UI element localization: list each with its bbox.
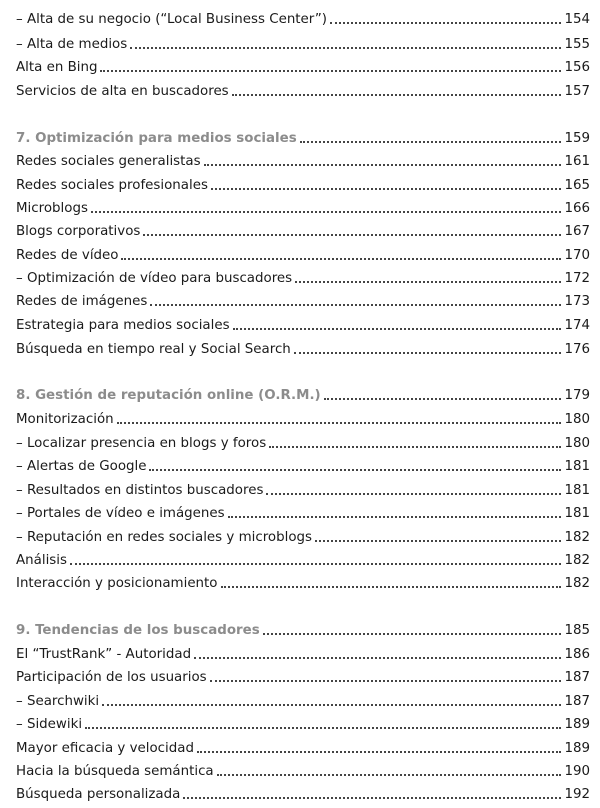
dot-leader bbox=[324, 398, 562, 400]
dot-leader bbox=[143, 234, 561, 236]
dot-leader bbox=[100, 70, 561, 72]
toc-entry-row bbox=[16, 547, 590, 569]
dot-leader bbox=[221, 586, 562, 588]
page-number: 182 bbox=[564, 576, 590, 591]
toc-chapter-row bbox=[16, 382, 590, 404]
dot-leader bbox=[211, 188, 562, 190]
dot-leader bbox=[121, 258, 561, 260]
entry-title: Blogs corporativos bbox=[16, 224, 141, 239]
dot-leader bbox=[300, 141, 562, 143]
toc-entry-row bbox=[16, 218, 590, 240]
page-number: 182 bbox=[564, 553, 590, 568]
page-number: 159 bbox=[564, 131, 590, 146]
page-number: 165 bbox=[564, 178, 590, 193]
page-number: 180 bbox=[564, 436, 590, 451]
entry-title: Monitorización bbox=[16, 412, 114, 427]
entry-title: El “TrustRank” - Autoridad bbox=[16, 647, 192, 662]
toc-entry-row bbox=[16, 336, 590, 358]
entry-title: Microblogs bbox=[16, 201, 88, 216]
page-number: 187 bbox=[564, 670, 590, 685]
dot-leader bbox=[330, 22, 561, 24]
page-number: 190 bbox=[564, 764, 590, 779]
entry-title: – Portales de vídeo e imágenes bbox=[16, 506, 225, 521]
entry-title: Redes sociales profesionales bbox=[16, 178, 208, 193]
toc-entry-row bbox=[16, 781, 590, 803]
toc-entry-row bbox=[16, 148, 590, 170]
entry-title: Análisis bbox=[16, 553, 67, 568]
dot-leader bbox=[232, 94, 562, 96]
dot-leader bbox=[183, 797, 561, 799]
page-number: 182 bbox=[564, 530, 590, 545]
page-number: 154 bbox=[564, 12, 590, 27]
entry-title: Hacia la búsqueda semántica bbox=[16, 764, 214, 779]
dot-leader bbox=[70, 563, 561, 565]
page-number: 173 bbox=[564, 294, 590, 309]
page-number: 181 bbox=[564, 483, 590, 498]
toc-entry-row bbox=[16, 288, 590, 310]
entry-title: Alta en Bing bbox=[16, 60, 98, 75]
dot-leader bbox=[217, 774, 562, 776]
page-number: 174 bbox=[564, 318, 590, 333]
page-number: 181 bbox=[564, 506, 590, 521]
toc-entry-row bbox=[16, 711, 590, 733]
entry-title: – Alertas de Google bbox=[16, 459, 147, 474]
entry-title: Mayor eficacia y velocidad bbox=[16, 741, 194, 756]
entry-title: – Optimización de vídeo para buscadores bbox=[16, 271, 293, 286]
toc-entry-row bbox=[16, 453, 590, 475]
toc-entry-row bbox=[16, 195, 590, 217]
dot-leader bbox=[149, 469, 561, 471]
toc-entry-row bbox=[16, 31, 590, 53]
page-number: 161 bbox=[564, 154, 590, 169]
dot-leader bbox=[204, 164, 562, 166]
entry-title: Participación de los usuarios bbox=[16, 670, 207, 685]
toc-entry-row bbox=[16, 664, 590, 686]
entry-title: – Alta de medios bbox=[16, 37, 128, 52]
toc-entry-row bbox=[16, 524, 590, 546]
dot-leader bbox=[150, 304, 561, 306]
page-number: 181 bbox=[564, 459, 590, 474]
toc-entry-row bbox=[16, 735, 590, 757]
dot-leader bbox=[266, 493, 561, 495]
dot-leader bbox=[228, 516, 562, 518]
page-number: 176 bbox=[564, 342, 590, 357]
page-number: 180 bbox=[564, 412, 590, 427]
entry-title: Interacción y posicionamiento bbox=[16, 576, 218, 591]
toc-entry-row bbox=[16, 78, 590, 100]
dot-leader bbox=[263, 633, 562, 635]
chapter-title: 9. Tendencias de los buscadores bbox=[16, 623, 260, 638]
entry-title: Búsqueda personalizada bbox=[16, 787, 181, 802]
page-number: 172 bbox=[564, 271, 590, 286]
chapter-title: 8. Gestión de reputación online (O.R.M.) bbox=[16, 388, 321, 403]
entry-title: Redes sociales generalistas bbox=[16, 154, 201, 169]
entry-title: – Reputación en redes sociales y microblogs bbox=[16, 530, 313, 545]
toc-chapter-row bbox=[16, 125, 590, 147]
entry-title: Servicios de alta en buscadores bbox=[16, 84, 229, 99]
toc-chapter-row bbox=[16, 617, 590, 639]
entry-title: – Searchwiki bbox=[16, 694, 100, 709]
entry-title: Estrategia para medios sociales bbox=[16, 318, 230, 333]
dot-leader bbox=[197, 751, 561, 753]
dot-leader bbox=[294, 352, 562, 354]
toc-entry-row bbox=[16, 265, 590, 287]
page-number: 189 bbox=[564, 741, 590, 756]
page-number: 166 bbox=[564, 201, 590, 216]
toc-entry-row bbox=[16, 172, 590, 194]
page-number: 189 bbox=[564, 717, 590, 732]
toc-entry-row bbox=[16, 54, 590, 76]
dot-leader bbox=[91, 211, 562, 213]
dot-leader bbox=[194, 657, 561, 659]
toc-entry-row bbox=[16, 570, 590, 592]
page-number: 167 bbox=[564, 224, 590, 239]
dot-leader bbox=[102, 704, 561, 706]
entry-title: Redes de imágenes bbox=[16, 294, 148, 309]
dot-leader bbox=[315, 540, 561, 542]
page-number: 155 bbox=[564, 37, 590, 52]
toc-entry-row bbox=[16, 6, 590, 28]
page-number: 179 bbox=[564, 388, 590, 403]
page-number: 156 bbox=[564, 60, 590, 75]
dot-leader bbox=[130, 47, 561, 49]
dot-leader bbox=[295, 281, 561, 283]
toc-entry-row bbox=[16, 758, 590, 780]
toc-entry-row bbox=[16, 406, 590, 428]
toc-entry-row bbox=[16, 641, 590, 663]
dot-leader bbox=[233, 328, 562, 330]
entry-title: – Localizar presencia en blogs y foros bbox=[16, 436, 267, 451]
page-number: 192 bbox=[564, 787, 590, 802]
entry-title: – Sidewiki bbox=[16, 717, 83, 732]
page-number: 185 bbox=[564, 623, 590, 638]
dot-leader bbox=[210, 680, 562, 682]
entry-title: Búsqueda en tiempo real y Social Search bbox=[16, 342, 291, 357]
toc-entry-row bbox=[16, 477, 590, 499]
page-number: 157 bbox=[564, 84, 590, 99]
dot-leader bbox=[117, 422, 562, 424]
toc-entry-row bbox=[16, 500, 590, 522]
entry-title: Redes de vídeo bbox=[16, 248, 119, 263]
page-number: 187 bbox=[564, 694, 590, 709]
toc-entry-row bbox=[16, 688, 590, 710]
toc-entry-row bbox=[16, 242, 590, 264]
entry-title: – Alta de su negocio (“Local Business Center”) bbox=[16, 12, 328, 27]
toc-entry-row bbox=[16, 312, 590, 334]
dot-leader bbox=[269, 446, 561, 448]
chapter-title: 7. Optimización para medios sociales bbox=[16, 131, 297, 146]
dot-leader bbox=[85, 727, 561, 729]
page-number: 186 bbox=[564, 647, 590, 662]
entry-title: – Resultados en distintos buscadores bbox=[16, 483, 264, 498]
toc-entry-row bbox=[16, 430, 590, 452]
page-number: 170 bbox=[564, 248, 590, 263]
